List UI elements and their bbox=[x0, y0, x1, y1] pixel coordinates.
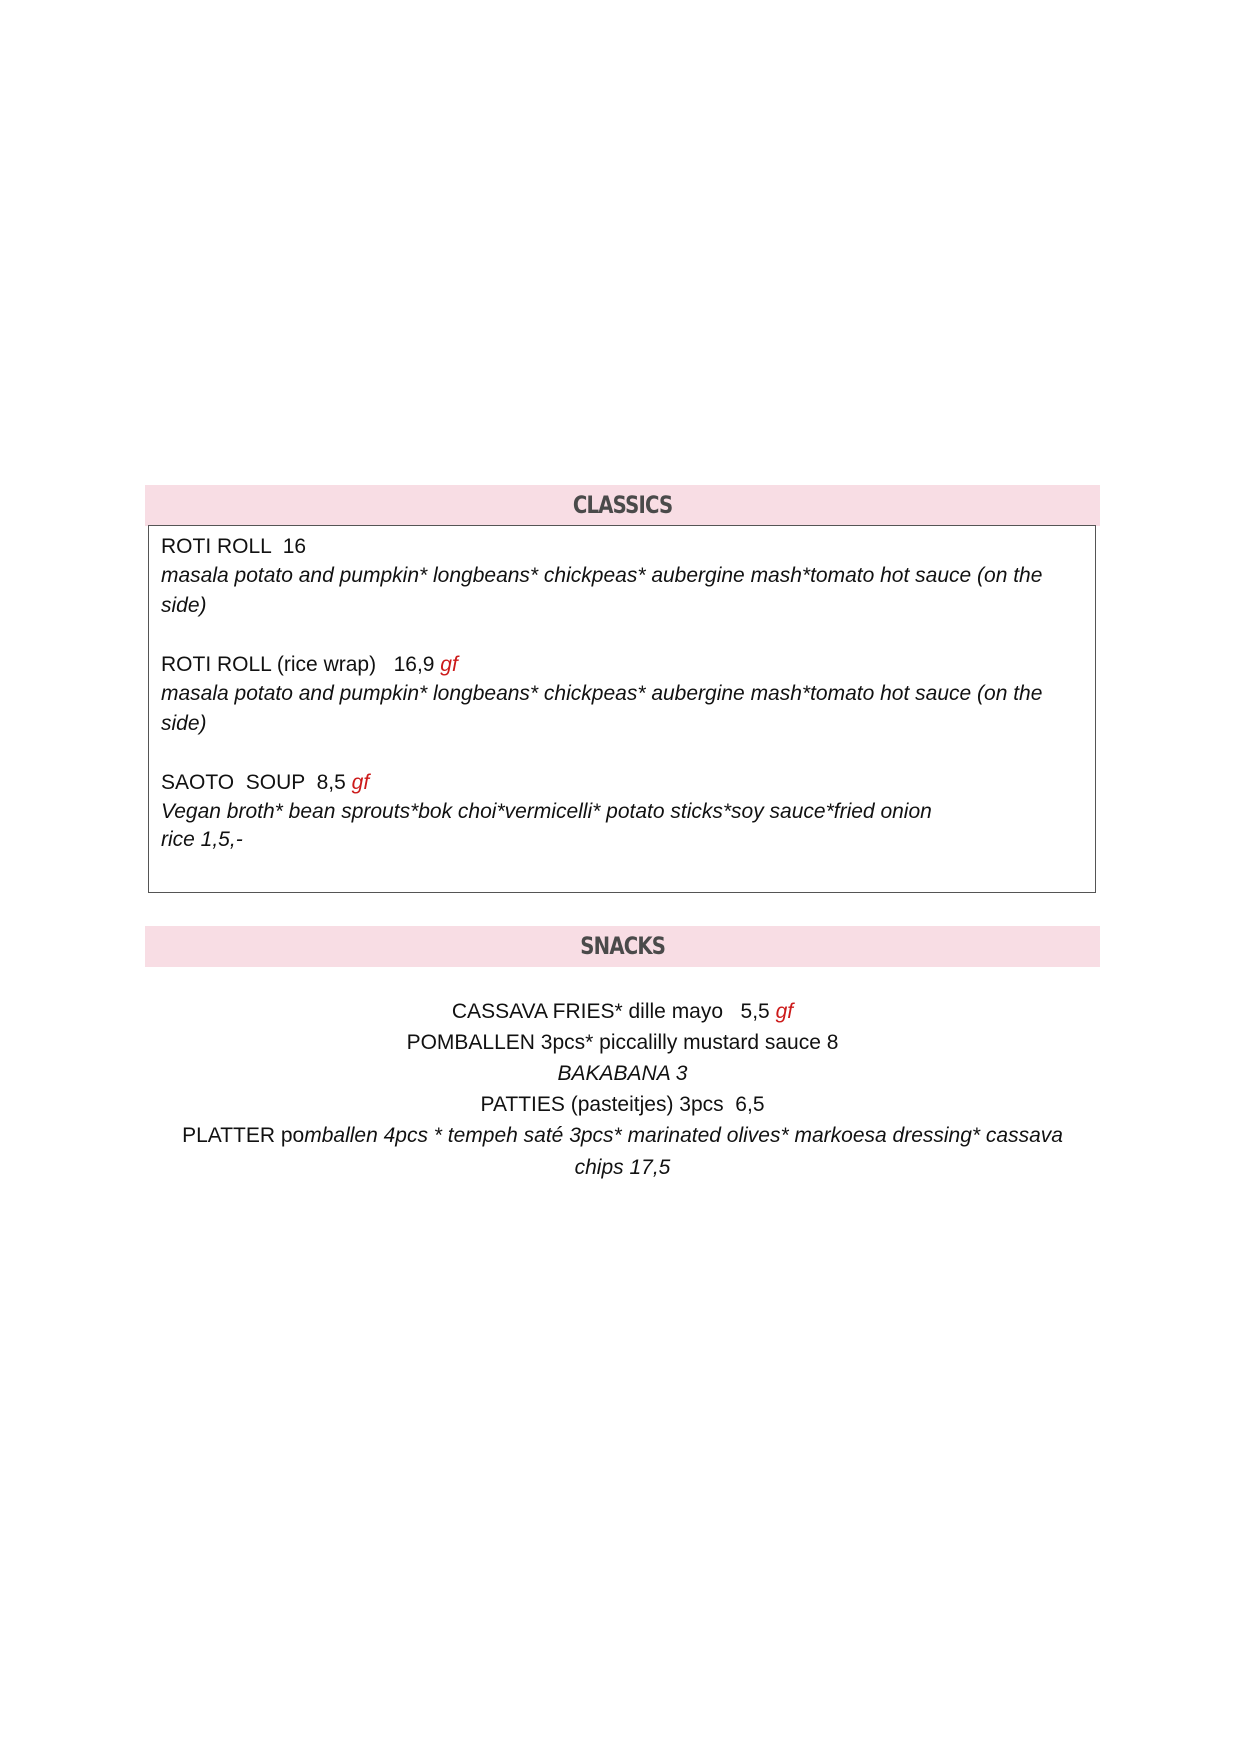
item-name-price: ROTI ROLL 16 bbox=[161, 535, 307, 558]
menu-item-roti-roll-rice-wrap bbox=[161, 649, 1083, 739]
snacks-list bbox=[145, 996, 1100, 1184]
menu-item-description: Vegan broth* bean sprouts*bok choi*vermicelli* potato sticks*soy sauce*fried onion bbox=[161, 800, 932, 823]
platter-label: PLATTER po bbox=[182, 1124, 305, 1147]
platter-description: mballen 4pcs * tempeh saté 3pcs* marinated olives* markoesa dressing* cassava chips 17,5 bbox=[304, 1124, 1063, 1179]
snack-bakabana: BAKABANA 3 bbox=[557, 1062, 688, 1085]
snack-patties: PATTIES (pasteitjes) 3pcs 6,5 bbox=[480, 1093, 765, 1116]
snack-pomballen: POMBALLEN 3pcs* piccalilly mustard sauce 8 bbox=[406, 1031, 839, 1054]
menu-item-saoto-soup bbox=[161, 767, 1083, 855]
menu-item-description: masala potato and pumpkin* longbeans* chickpeas* aubergine mash*tomato hot sauce (on the side) bbox=[161, 564, 1043, 617]
classics-menu-box bbox=[148, 525, 1096, 893]
gluten-free-badge: gf bbox=[351, 771, 370, 794]
menu-item-title bbox=[161, 531, 1083, 563]
snack-platter bbox=[145, 1120, 1100, 1184]
item-name-price: SAOTO SOUP 8,5 bbox=[161, 771, 352, 794]
item-name-price: ROTI ROLL (rice wrap) 16,9 bbox=[161, 653, 441, 676]
snacks-header-bar bbox=[145, 926, 1100, 967]
gluten-free-badge: gf bbox=[775, 1000, 794, 1023]
snack-text: CASSAVA FRIES* dille mayo 5,5 bbox=[451, 1000, 776, 1023]
menu-item-description: masala potato and pumpkin* longbeans* chickpeas* aubergine mash*tomato hot sauce (on the side) bbox=[161, 682, 1043, 735]
classics-header-bar bbox=[145, 485, 1100, 526]
gluten-free-badge: gf bbox=[440, 653, 458, 676]
menu-item-title bbox=[161, 649, 1083, 681]
menu-item-title bbox=[161, 767, 1083, 799]
snacks-heading: SNACKS bbox=[580, 932, 665, 960]
menu-item-roti-roll bbox=[161, 531, 1083, 621]
classics-heading: CLASSICS bbox=[572, 491, 673, 519]
menu-item-extra: rice 1,5,- bbox=[161, 828, 243, 851]
snack-cassava-fries bbox=[145, 996, 1100, 1027]
